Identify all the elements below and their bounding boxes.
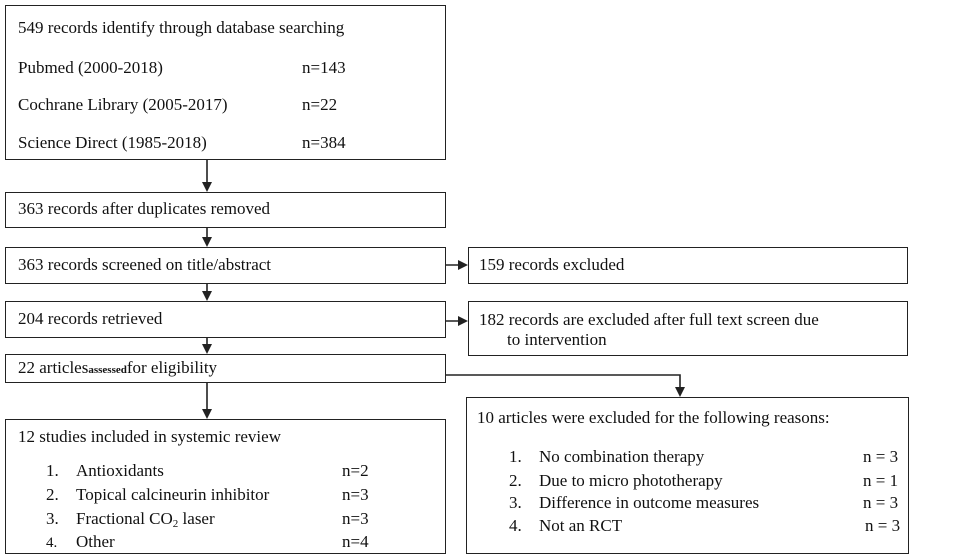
arrow-eligibility-to-reasons bbox=[446, 375, 680, 395]
list-item-label: Topical calcineurin inhibitor bbox=[76, 485, 270, 504]
duplicates-text: 363 records after duplicates removed bbox=[18, 199, 271, 218]
list-item-number: 3. bbox=[46, 509, 59, 528]
list-item-number: 2. bbox=[509, 471, 522, 490]
list-item-label: Other bbox=[76, 532, 115, 551]
list-item-label: Difference in outcome measures bbox=[539, 493, 760, 512]
excluded-reasons-box bbox=[466, 397, 909, 554]
list-item-label: Due to micro phototherapy bbox=[539, 471, 723, 490]
included-box bbox=[5, 419, 446, 554]
source-name: Cochrane Library (2005-2017) bbox=[18, 95, 228, 114]
search-box bbox=[5, 5, 446, 160]
list-item-count: n = 1 bbox=[863, 471, 899, 490]
source-name: Science Direct (1985-2018) bbox=[18, 133, 207, 152]
list-item-number: 1. bbox=[46, 461, 59, 480]
co2-label-post: laser bbox=[178, 509, 215, 528]
retrieved-box bbox=[5, 301, 446, 338]
source-count: n=22 bbox=[302, 95, 338, 114]
eligibility-suffix: for eligibility bbox=[126, 358, 218, 377]
list-item-label: Not an RCT bbox=[539, 516, 623, 535]
list-item-count: n = 3 bbox=[865, 516, 901, 535]
excluded-fulltext-line1: 182 records are excluded after full text screen due bbox=[479, 310, 819, 329]
excluded-fulltext-line2: to intervention bbox=[507, 330, 607, 349]
eligibility-text bbox=[18, 358, 217, 380]
co2-label-pre: Fractional CO bbox=[76, 509, 173, 528]
list-item-label: No combination therapy bbox=[539, 447, 705, 466]
excluded-reasons-title: 10 articles were excluded for the following reasons: bbox=[477, 408, 830, 427]
excluded-screen-box bbox=[468, 247, 908, 284]
search-title: 549 records identify through database searching bbox=[18, 18, 345, 37]
retrieved-text: 204 records retrieved bbox=[18, 309, 163, 328]
duplicates-box bbox=[5, 192, 446, 228]
list-item-count: n=2 bbox=[342, 461, 369, 480]
eligibility-prefix: 22 articles bbox=[18, 358, 89, 377]
list-item-count: n=4 bbox=[342, 532, 369, 551]
list-item-count: n=3 bbox=[342, 485, 369, 504]
eligibility-small: assessed bbox=[88, 364, 127, 376]
source-name: Pubmed (2000-2018) bbox=[18, 58, 163, 77]
list-item-label bbox=[76, 509, 215, 529]
source-count: n=143 bbox=[302, 58, 346, 77]
list-item-count: n=3 bbox=[342, 509, 369, 528]
co2-subscript: 2 bbox=[172, 518, 179, 530]
list-item-label: Antioxidants bbox=[76, 461, 164, 480]
list-item-number: 4. bbox=[509, 516, 522, 535]
list-item-number: 3. bbox=[509, 493, 522, 512]
screened-text: 363 records screened on title/abstract bbox=[18, 255, 272, 274]
screened-box bbox=[5, 247, 446, 284]
list-item-number: 1. bbox=[509, 447, 522, 466]
list-item-number: 2. bbox=[46, 485, 59, 504]
list-item-count: n = 3 bbox=[863, 447, 899, 466]
included-title: 12 studies included in systemic review bbox=[18, 427, 281, 446]
list-item-count: n = 3 bbox=[863, 493, 899, 512]
list-item-number: 4. bbox=[46, 535, 58, 551]
eligibility-box bbox=[5, 354, 446, 383]
excluded-fulltext-box bbox=[468, 301, 908, 356]
excluded-screen-text: 159 records excluded bbox=[479, 255, 625, 274]
source-count: n=384 bbox=[302, 133, 346, 152]
